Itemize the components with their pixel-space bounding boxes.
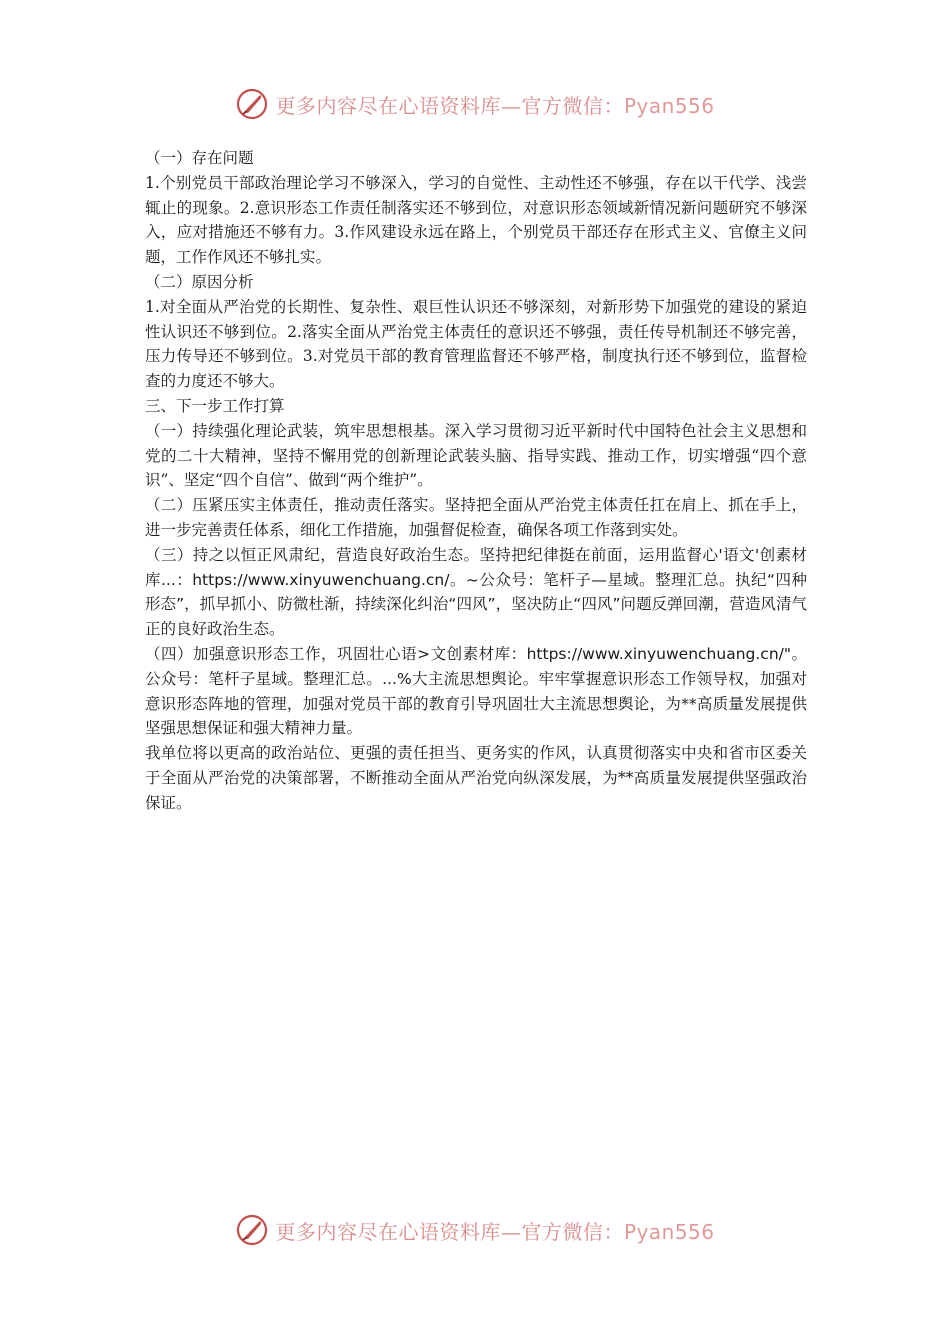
document-body [145, 146, 807, 816]
banner-text: 更多内容尽在心语资料库—官方微信：Pyan556 [275, 93, 715, 118]
paragraph-next-step-1: （一）持续强化理论武装，筑牢思想根基。深入学习贯彻习近平新时代中国特色社会主义思想和党的二十大精神，坚持不懈用党的创新理论武装头脑、指导实践、推动工作，切实增强“四个意识”、坚定“四个自信”、做到“两个维护”。 [145, 421, 807, 490]
paragraph-conclusion: 我单位将以更高的政治站位、更强的责任担当、更务实的作风，认真贯彻落实中央和省市区委关于全面从严治党的决策部署，不断推动全面从严治党向纵深发展，为**高质量发展提供坚强政治保证。 [145, 744, 807, 812]
section-heading-next-steps: 三、下一步工作打算 [145, 396, 285, 415]
banner-contact: Pyan556 [623, 1219, 715, 1244]
paragraph-next-step-2: （二）压紧压实主体责任，推动责任落实。坚持把全面从严治党主体责任扛在肩上、抓在手上，进一步完善责任体系，细化工作措施，加强督促检查，确保各项工作落到实处。 [145, 496, 807, 539]
paragraph-next-step-4: （四）加强意识形态工作，巩固壮心语>文创素材库：https://www.xinyuwenchuang.cn/"。公众号：笔杆子星域。整理汇总。...%大主流思想舆论。牢牢掌握意识形态工作领导权，加强对意识形态阵地的管理，加强对党员干部的教育引导巩固壮大主流思想舆论，为**高质量发展提供坚强思想保证和强大精神力量。 [145, 644, 807, 738]
paragraph-next-step-3: （三）持之以恒正风肃纪，营造良好政治生态。坚持把纪律挺在前面，运用监督心'语文'创素材库...：https://www.xinyuwenchuang.cn/。~公众号：笔杆子—星域。整理汇总。执纪“四种形态”，抓早抓小、防微杜渐，持续深化纠治“四风”，坚决防止“四风”问题反弹回潮，营造风清气正的良好政治生态。 [145, 545, 807, 639]
banner-text: 更多内容尽在心语资料库—官方微信：Pyan556 [275, 1219, 715, 1244]
paragraph-problems: 1.个别党员干部政治理论学习不够深入，学习的自觉性、主动性还不够强，存在以干代学、浅尝辄止的现象。2.意识形态工作责任制落实还不够到位，对意识形态领域新情况新问题研究不够深入，应对措施还不够有力。3.作风建设永远在路上，个别党员干部还存在形式主义、官僚主义问题，工作作风还不够扎实。 [145, 173, 807, 267]
paragraph-causes: 1.对全面从严治党的长期性、复杂性、艰巨性认识还不够深刻，对新形势下加强党的建设的紧迫性认识还不够到位。2.落实全面从严治党主体责任的意识还不够强，责任传导机制还不够完善，压力传导还不够到位。3.对党员干部的教育管理监督还不够严格，制度执行还不够到位，监督检查的力度还不够大。 [145, 297, 807, 391]
footer-banner [0, 1210, 950, 1250]
section-heading-problems: （一）存在问题 [145, 149, 254, 167]
banner-contact: Pyan556 [623, 93, 715, 118]
quill-pen-logo-icon [235, 1213, 269, 1247]
header-banner [0, 84, 950, 124]
quill-pen-logo-icon [235, 87, 269, 121]
section-heading-causes: （二）原因分析 [145, 272, 254, 291]
